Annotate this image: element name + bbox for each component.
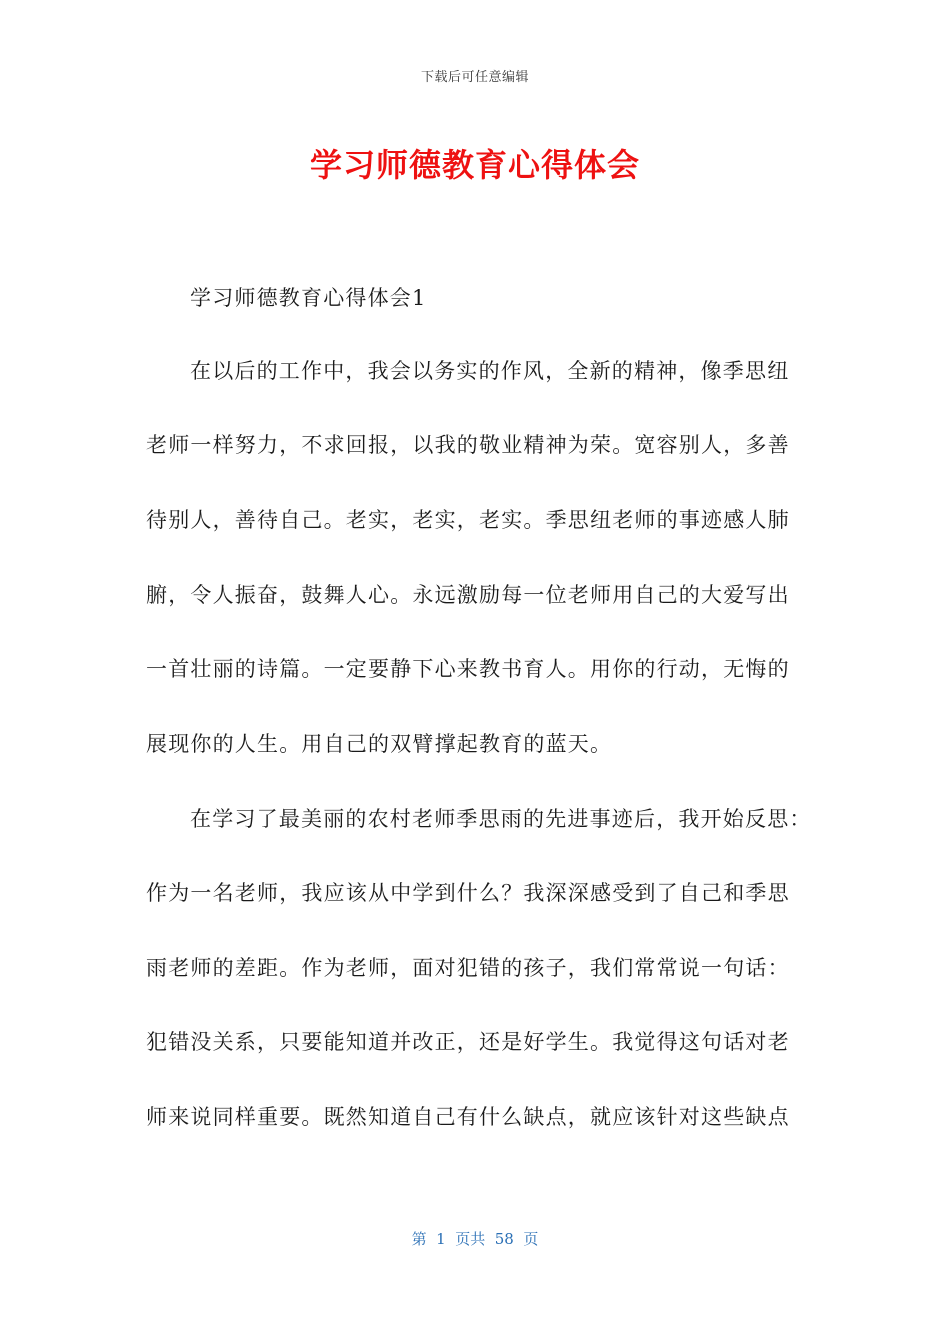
paragraph-1-line: 老师一样努力，不求回报，以我的敬业精神为荣。宽容别人，多善 bbox=[146, 433, 790, 457]
paragraph-1-line: 待别人，善待自己。老实，老实，老实。季思纽老师的事迹感人肺 bbox=[146, 508, 790, 532]
paragraph-2-line: 犯错没关系，只要能知道并改正，还是好学生。我觉得这句话对老 bbox=[146, 1030, 790, 1054]
paragraph-2-line: 师来说同样重要。既然知道自己有什么缺点，就应该针对这些缺点 bbox=[146, 1105, 790, 1129]
paragraph-2-line: 作为一名老师，我应该从中学到什么？我深深感受到了自己和季思 bbox=[146, 881, 790, 905]
header-note: 下载后可任意编辑 bbox=[420, 70, 529, 85]
paragraph-1-line: 腑，令人振奋，鼓舞人心。永远激励每一位老师用自己的大爱写出 bbox=[146, 583, 790, 607]
paragraph-1-line: 在以后的工作中，我会以务实的作风，全新的精神，像季思纽 bbox=[190, 359, 790, 383]
document-title: 学习师德教育心得体会 bbox=[309, 146, 640, 184]
paragraph-2-line: 在学习了最美丽的农村老师季思雨的先进事迹后，我开始反思： bbox=[190, 807, 812, 831]
paragraph-1-line: 展现你的人生。用自己的双臂撑起教育的蓝天。 bbox=[146, 732, 613, 756]
page-footer: 第 1 页共 58 页 bbox=[411, 1230, 539, 1248]
paragraph-2-line: 雨老师的差距。作为老师，面对犯错的孩子，我们常常说一句话： bbox=[146, 956, 790, 980]
paragraph-1-line: 一首壮丽的诗篇。一定要静下心来教书育人。用你的行动，无悔的 bbox=[146, 657, 790, 681]
section-heading: 学习师德教育心得体会1 bbox=[190, 286, 427, 310]
